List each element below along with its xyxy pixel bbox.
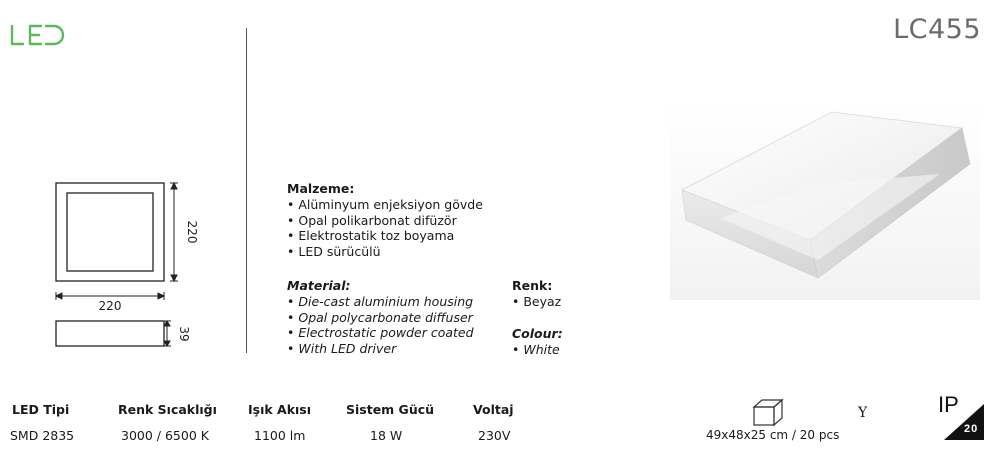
voltage-value: 230V <box>478 428 511 443</box>
packaging-info: 49x48x25 cm / 20 pcs <box>706 428 840 442</box>
led-type-value: SMD 2835 <box>10 428 75 443</box>
y-symbol: Y <box>858 405 868 421</box>
renk-title: Renk: <box>512 278 553 293</box>
malzeme-item: • LED sürücülü <box>287 244 483 260</box>
ip-rating-badge <box>936 392 984 440</box>
model-number: LC455 <box>893 14 981 45</box>
col-system-power-header: Sistem Gücü <box>346 402 435 417</box>
product-photo <box>670 100 980 300</box>
height-dimension-label: 220 <box>185 220 199 244</box>
material-item: • Opal polycarbonate diffuser <box>287 310 474 326</box>
depth-dimension-label: 39 <box>177 326 191 342</box>
material-section <box>287 278 474 357</box>
malzeme-section <box>287 181 483 260</box>
material-title: Material: <box>287 278 351 293</box>
renk-value: • Beyaz <box>512 294 561 310</box>
led-logo <box>8 22 66 48</box>
renk-section <box>512 278 561 310</box>
box-icon <box>752 397 784 427</box>
material-item: • Electrostatic powder coated <box>287 325 474 341</box>
malzeme-item: • Elektrostatik toz boyama <box>287 228 483 244</box>
luminous-flux-value: 1100 lm <box>254 428 306 443</box>
ip-rating-value: 20 <box>964 423 979 435</box>
col-luminous-flux-header: Işık Akısı <box>248 402 312 417</box>
material-item: • Die-cast aluminium housing <box>287 294 474 310</box>
colour-title: Colour: <box>512 326 563 341</box>
divider-line <box>246 28 247 353</box>
malzeme-title: Malzeme: <box>287 181 355 196</box>
color-temp-value: 3000 / 6500 K <box>121 428 209 443</box>
front-view-outer <box>56 183 164 281</box>
material-item: • With LED driver <box>287 341 474 357</box>
col-color-temp-header: Renk Sıcaklığı <box>118 402 217 417</box>
colour-section <box>512 326 563 358</box>
technical-drawing <box>40 170 200 355</box>
malzeme-item: • Alüminyum enjeksiyon gövde <box>287 197 483 213</box>
ip-label: IP <box>938 392 959 417</box>
col-voltage-header: Voltaj <box>473 402 514 417</box>
col-led-type-header: LED Tipi <box>12 402 70 417</box>
front-view-inner <box>67 193 153 271</box>
colour-value: • White <box>512 342 563 358</box>
width-dimension-label: 220 <box>98 299 122 313</box>
system-power-value: 18 W <box>370 428 403 443</box>
side-view <box>56 321 164 346</box>
malzeme-item: • Opal polikarbonat difüzör <box>287 213 483 229</box>
